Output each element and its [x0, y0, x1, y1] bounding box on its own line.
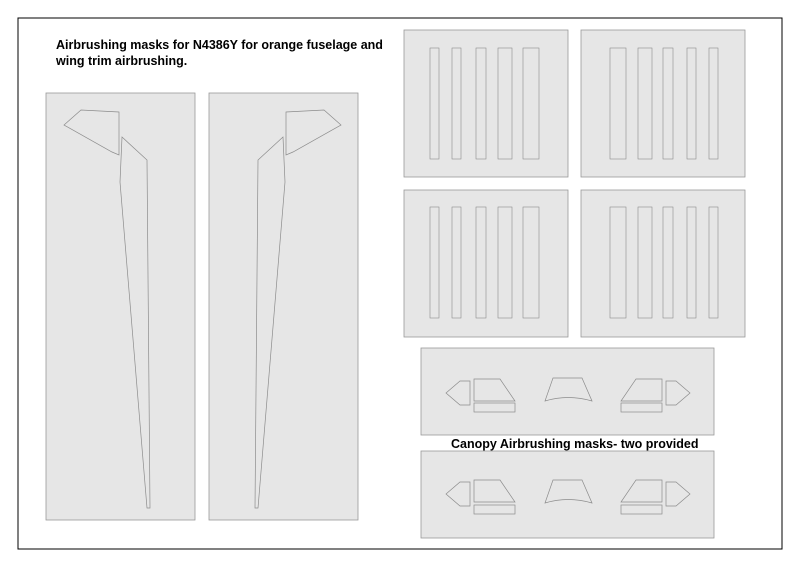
canopy-masks-caption: Canopy Airbrushing masks- two provided	[451, 437, 699, 451]
mask-backing-sheet	[46, 93, 195, 520]
sheet-title-line-1: Airbrushing masks for N4386Y for orange fuselage and	[56, 38, 383, 52]
fuselage-trim-mask-left	[46, 93, 195, 520]
canopy-mask-sheet	[421, 451, 714, 538]
stripe-mask-sheet	[581, 190, 745, 337]
stripe-mask-sheet	[404, 190, 568, 337]
sheet-title-line-2: wing trim airbrushing.	[56, 54, 188, 68]
canopy-mask-sheet	[421, 348, 714, 435]
mask-backing-sheet	[209, 93, 358, 520]
fuselage-trim-mask-right	[209, 93, 358, 520]
stripe-mask-sheet	[404, 30, 568, 177]
stripe-mask-sheet	[581, 30, 745, 177]
